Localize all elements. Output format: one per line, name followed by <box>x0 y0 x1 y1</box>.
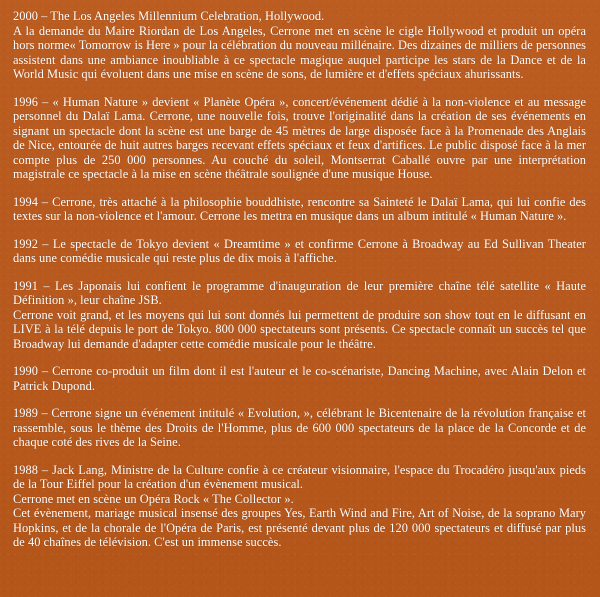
timeline-entry-1992 <box>13 237 586 266</box>
timeline-entry-1989 <box>13 406 586 450</box>
entry-paragraph: 1991 – Les Japonais lui confient le programme d'inauguration de leur première chaîne télé satellite « Haute Définition », leur chaîne JSB. <box>13 278 586 307</box>
timeline-entry-1994 <box>13 195 586 224</box>
entry-paragraph: Cerrone met en scène un Opéra Rock « The Collector ». <box>13 491 294 506</box>
entry-paragraph: Cerrone voit grand, et les moyens qui lui sont donnés lui permettent de produire son show tout en le diffusant en LIVE à la télé depuis le port de Tokyo. 800 000 spectateurs sont présents. Ce spectacle connaît un succès tel que Broadway lui demande d'adapter cette comédie musicale pour le théâtre. <box>13 307 586 351</box>
entry-paragraph: 2000 – The Los Angeles Millennium Celebration, Hollywood. <box>13 9 325 23</box>
timeline-entry-2000 <box>13 9 586 82</box>
entry-paragraph: A la demande du Maire Riordan de Los Angeles, Cerrone met en scène le cigle Hollywood et produit un opéra hors norme« Tomorrow is Here » pour la célébration du nouveau millénaire. Des dizaines de milliers de personnes assistent dans une ambiance inoubliable à ce spectacle magique auquel participe les stars de la Dance et de la World Music qui évoluent dans une mise en scène de sons, de lumière et d'effets spéciaux ahurissants. <box>13 23 586 81</box>
timeline-entry-1990 <box>13 364 586 393</box>
entry-paragraph: 1988 – Jack Lang, Ministre de la Culture confie à ce créateur visionnaire, l'espace du Trocadéro jusqu'aux pieds de la Tour Eiffel pour la création d'un évènement musical. <box>13 462 586 491</box>
timeline-entry-1991 <box>13 279 586 352</box>
entry-paragraph: 1996 – « Human Nature » devient « Planète Opéra », concert/événement dédié à la non-violence et au message personnel du Dalaï Lama. Cerrone, une nouvelle fois, trouve l'originalité dans la création de ses événements en signant un spectacle dont la scène est une barge de 45 mètres de large disposée face à la Promenade des Anglais de Nice, entourée de huit autres barges recevant effets spéciaux et feux d'artifices. Le public disposé face à la mer compte plus de 250 000 personnes. Au couché du soleil, Montserrat Caballé ouvre par une interprétation magistrale ce spectacle à la mise en scène théâtrale soulignée d'une musique House. <box>13 94 586 181</box>
timeline-entry-1996 <box>13 95 586 182</box>
entry-paragraph: 1989 – Cerrone signe un événement intitulé « Evolution, », célébrant le Bicentenaire de la révolution française et rassemble, sous le thème des Droits de l'Homme, plus de 600 000 spectateurs de la place de la Concorde et de chaque coté des rives de la Seine. <box>13 406 586 449</box>
entry-paragraph: Cet évènement, mariage musical insensé des groupes Yes, Earth Wind and Fire, Art of Noise, de la soprano Mary Hopkins, et de la chorale de l'Opéra de Paris, est présenté devant plus de 120 000 spectateurs et diffusé par plus de 40 chaînes de télévision. C'est un immense succès. <box>13 506 586 549</box>
entry-paragraph: 1994 – Cerrone, très attaché à la philosophie bouddhiste, rencontre sa Sainteté le Dalaï Lama, qui lui confie des textes sur la non-violence et l'amour. Cerrone les mettra en musique dans un album intitulé « Human Nature ». <box>13 194 586 223</box>
entry-paragraph: 1990 – Cerrone co-produit un film dont il est l'auteur et le co-scénariste, Dancing Machine, avec Alain Delon et Patrick Dupond. <box>13 364 586 393</box>
entry-paragraph: 1992 – Le spectacle de Tokyo devient « Dreamtime » et confirme Cerrone à Broadway au Ed Sullivan Theater dans une comédie musicale qui reste plus de dix mois à l'affiche. <box>13 236 586 265</box>
timeline-entry-1988 <box>13 463 586 550</box>
